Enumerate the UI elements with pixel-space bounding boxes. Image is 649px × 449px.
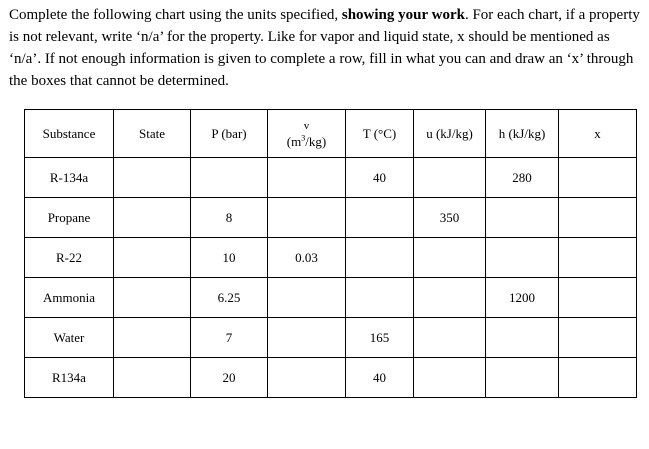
cell-state[interactable] xyxy=(114,278,191,318)
table-row xyxy=(25,198,637,238)
cell-h[interactable] xyxy=(486,318,559,358)
header-enthalpy: h (kJ/kg) xyxy=(486,110,559,158)
cell-x[interactable] xyxy=(559,278,637,318)
cell-u[interactable] xyxy=(414,158,486,198)
cell-v[interactable]: 0.03 xyxy=(268,238,346,278)
header-v-symbol: v xyxy=(303,119,310,132)
header-substance: Substance xyxy=(25,110,114,158)
cell-x[interactable] xyxy=(559,238,637,278)
cell-t[interactable]: 40 xyxy=(346,358,414,398)
cell-substance: Water xyxy=(25,318,114,358)
cell-u[interactable] xyxy=(414,238,486,278)
cell-state[interactable] xyxy=(114,198,191,238)
cell-v[interactable] xyxy=(268,358,346,398)
cell-h[interactable]: 1200 xyxy=(486,278,559,318)
header-quality: x xyxy=(559,110,637,158)
cell-t[interactable] xyxy=(346,238,414,278)
cell-h[interactable] xyxy=(486,238,559,278)
cell-substance: R-22 xyxy=(25,238,114,278)
instructions-bold: showing your work xyxy=(341,7,465,23)
cell-state[interactable] xyxy=(114,358,191,398)
table-row xyxy=(25,158,637,198)
properties-table xyxy=(24,109,637,398)
header-state: State xyxy=(114,110,191,158)
cell-x[interactable] xyxy=(559,198,637,238)
cell-x[interactable] xyxy=(559,158,637,198)
table-row xyxy=(25,238,637,278)
cell-h[interactable] xyxy=(486,198,559,238)
cell-p[interactable]: 10 xyxy=(191,238,268,278)
header-pressure: P (bar) xyxy=(191,110,268,158)
cell-v[interactable] xyxy=(268,198,346,238)
cell-v[interactable] xyxy=(268,158,346,198)
cell-t[interactable]: 40 xyxy=(346,158,414,198)
cell-x[interactable] xyxy=(559,358,637,398)
header-temperature: T (°C) xyxy=(346,110,414,158)
header-specific-volume xyxy=(268,110,346,158)
table-row xyxy=(25,318,637,358)
cell-substance: R134a xyxy=(25,358,114,398)
cell-state[interactable] xyxy=(114,238,191,278)
table-row xyxy=(25,278,637,318)
cell-v[interactable] xyxy=(268,278,346,318)
header-v-unit: $(m^3/kg)$ xyxy=(286,133,327,149)
cell-u[interactable] xyxy=(414,358,486,398)
cell-substance: R-134a xyxy=(25,158,114,198)
cell-h[interactable] xyxy=(486,358,559,398)
cell-p[interactable]: 8 xyxy=(191,198,268,238)
cell-u[interactable]: 350 xyxy=(414,198,486,238)
instructions-text-2: . For each chart, if a property is not relevant, write ‘n/a’ for the property. Like for vapor and liquid state, x should be mentioned as ‘n/a’. If not enough information is given to complete a row, fill in what you can and draw an ‘x’ through the boxes that cannot be determined. xyxy=(9,7,640,89)
cell-p[interactable]: 6.25 xyxy=(191,278,268,318)
cell-state[interactable] xyxy=(114,318,191,358)
cell-t[interactable] xyxy=(346,198,414,238)
cell-substance: Ammonia xyxy=(25,278,114,318)
cell-u[interactable] xyxy=(414,278,486,318)
cell-p[interactable] xyxy=(191,158,268,198)
cell-x[interactable] xyxy=(559,318,637,358)
table-header-row xyxy=(25,110,637,158)
cell-t[interactable] xyxy=(346,278,414,318)
instructions-text-1: Complete the following chart using the units specified, xyxy=(9,7,342,23)
table-row xyxy=(25,358,637,398)
cell-t[interactable]: 165 xyxy=(346,318,414,358)
cell-h[interactable]: 280 xyxy=(486,158,559,198)
cell-v[interactable] xyxy=(268,318,346,358)
cell-u[interactable] xyxy=(414,318,486,358)
header-internal-energy: u (kJ/kg) xyxy=(414,110,486,158)
cell-p[interactable]: 7 xyxy=(191,318,268,358)
cell-state[interactable] xyxy=(114,158,191,198)
instructions-paragraph xyxy=(9,4,643,92)
cell-p[interactable]: 20 xyxy=(191,358,268,398)
cell-substance: Propane xyxy=(25,198,114,238)
